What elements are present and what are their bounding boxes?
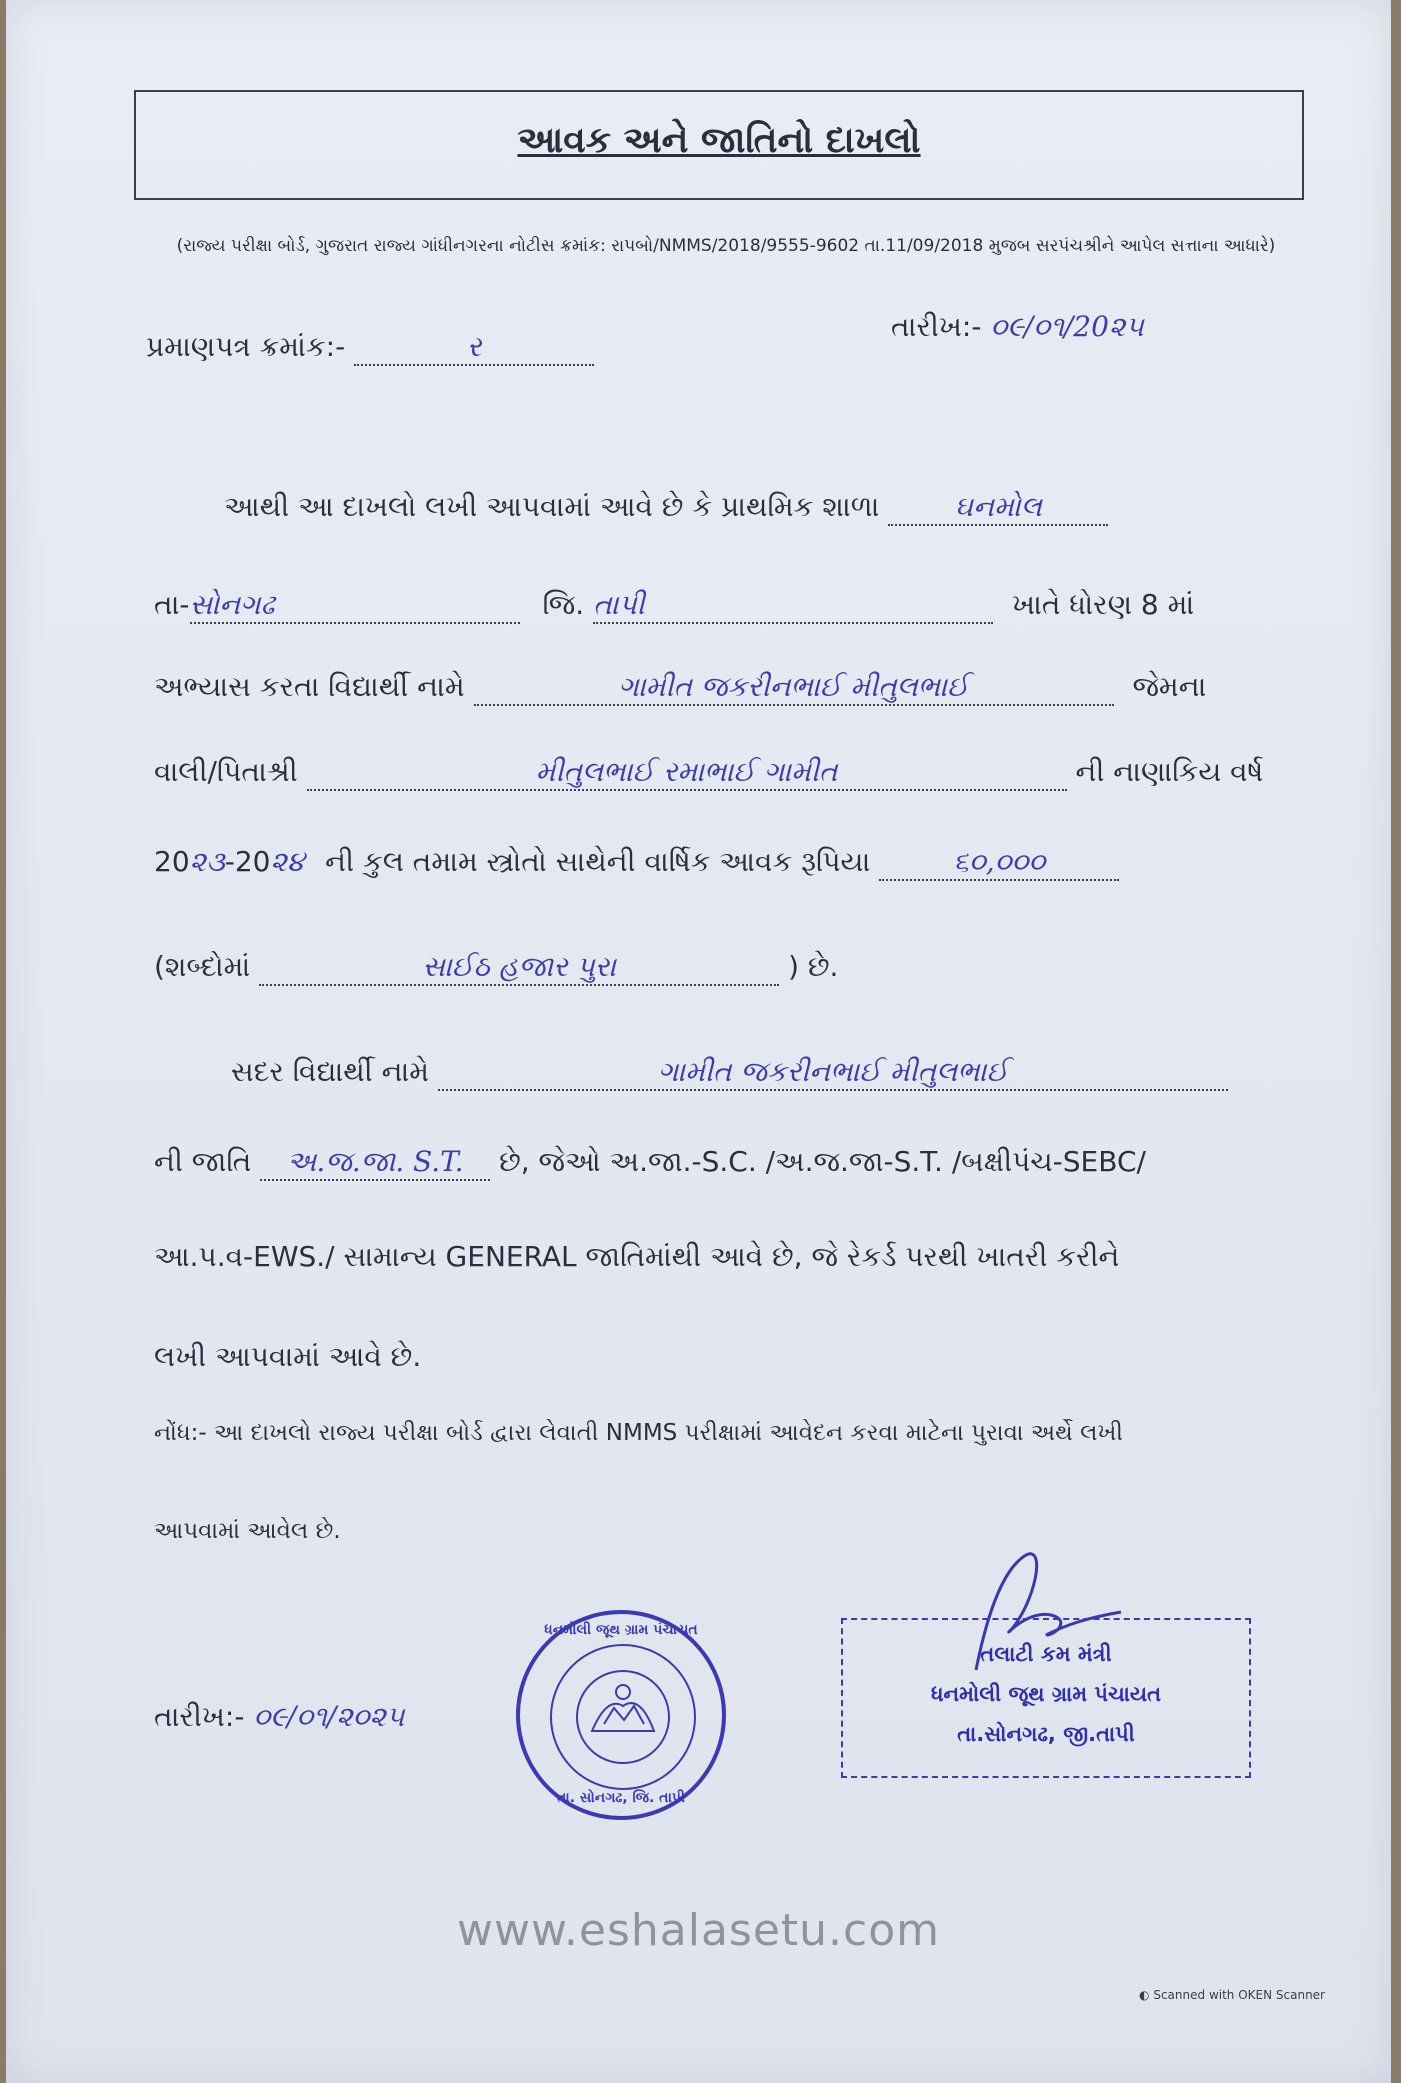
scanner-note-text: Scanned with OKEN Scanner xyxy=(1153,1988,1325,2002)
bottom-date-value: ૦૯/૦૧/૨૦૨૫ xyxy=(253,1700,405,1733)
guardian-row xyxy=(154,755,1263,791)
whose-text: જેમના xyxy=(1132,670,1207,703)
scanner-note xyxy=(1139,1988,1325,2002)
words-label: (શબ્દોમાં xyxy=(154,950,251,983)
student-row-2 xyxy=(231,1055,1228,1091)
taluka-label: તા- xyxy=(154,588,190,621)
panchayat-seal xyxy=(516,1610,726,1820)
student-row xyxy=(154,670,1206,706)
student-name-value-2: ગામીત જકરીનભાઈ મીતુલભાઈ xyxy=(438,1055,1228,1091)
designation-line-3: તા.સોનગઢ, જી.તાપી xyxy=(957,1722,1135,1746)
certificate-number-value: ર xyxy=(354,330,594,366)
year-mid: -20 xyxy=(224,845,271,878)
bottom-date-label: તારીખ:- xyxy=(154,1700,245,1733)
note-line-1: નોંધ:- આ દાખલો રાજ્ય પરીક્ષા બોર્ડ દ્વારા લેવાતી NMMS પરીક્ષામાં આવેદન કરવા માટેના પુરાવા અર્થે લખી xyxy=(154,1420,1123,1446)
title-box xyxy=(134,90,1304,200)
bottom-date-row xyxy=(154,1700,404,1734)
year-from-value: ૨૩ xyxy=(189,845,225,878)
year-to-value: ૨૪ xyxy=(270,845,305,878)
words-suffix: ) છે. xyxy=(788,950,839,983)
caste-value: અ.જ.જા. S.T. xyxy=(260,1145,490,1181)
seal-ring-text: ધનમોલી જૂથ ગ્રામ પંચાયત xyxy=(544,1622,698,1638)
emblem-icon xyxy=(552,1646,694,1788)
closing-row xyxy=(154,1340,421,1374)
financial-year-text: ની નાણાકિય વર્ષ xyxy=(1075,755,1264,788)
authority-note: (રાજ્ય પરીક્ષા બોર્ડ, ગુજરાત રાજ્ય ગાંધીનગરના નોટીસ ક્રમાંક: રાપબો/NMMS/2018/9555-9602 તા.11/09/2018 મુજબ સરપંચશ્રીને આપેલ સત્તાના આધારે) xyxy=(176,236,1276,256)
closing-text: લખી આપવામાં આવે છે. xyxy=(154,1340,422,1373)
designation-stamp xyxy=(841,1618,1251,1778)
income-row xyxy=(154,845,1119,881)
date-value: ૦૯/૦૧/20૨૫ xyxy=(990,310,1144,343)
date-row xyxy=(891,310,1144,344)
seal-emblem xyxy=(550,1644,696,1790)
year-prefix: 20 xyxy=(154,845,190,878)
words-value: સાઈઠ હજાર પુરા xyxy=(259,950,779,986)
caste-label: ની જાતિ xyxy=(154,1145,252,1178)
date-label: તારીખ:- xyxy=(891,310,982,343)
document-title: આવક અને જાતિનો દાખલો xyxy=(517,120,921,161)
designation-line-1: તલાટી કમ મંત્રી xyxy=(980,1642,1112,1666)
school-intro-text: આથી આ દાખલો લખી આપવામાં આવે છે કે પ્રાથમિક શાળા xyxy=(224,490,880,523)
school-row xyxy=(224,490,1108,526)
caste-row xyxy=(154,1145,1146,1181)
scanner-icon: ◐ xyxy=(1139,1988,1150,2002)
district-label: જિ. xyxy=(542,588,585,621)
taluka-row xyxy=(154,588,1194,624)
school-name-value: ઘનમોલ xyxy=(888,490,1108,526)
district-value: તાપી xyxy=(593,588,993,624)
certificate-paper xyxy=(6,0,1391,2083)
income-text: ની કુલ તમામ સ્ત્રોતો સાથેની વાર્ષિક આવક રૂપિયા xyxy=(325,845,871,878)
caste-options-row xyxy=(154,1240,1119,1274)
taluka-value: સોનગઢ xyxy=(190,588,520,624)
words-row xyxy=(154,950,838,986)
note-row-2 xyxy=(154,1518,341,1544)
income-value: ૬૦,૦૦૦ xyxy=(879,845,1119,881)
note-row-1 xyxy=(154,1420,1123,1446)
standard-text: ખાતે ધોરણ 8 માં xyxy=(1011,588,1195,621)
student-label: અભ્યાસ કરતા વિદ્યાર્થી નામે xyxy=(154,670,465,703)
student-label-2: સદર વિદ્યાર્થી નામે xyxy=(231,1055,430,1088)
guardian-name-value: મીતુલભાઈ રમાભાઈ ગામીત xyxy=(307,755,1067,791)
note-line-2: આપવામાં આવેલ છે. xyxy=(154,1518,341,1544)
caste-options-2: આ.પ.વ-EWS./ સામાન્ય GENERAL જાતિમાંથી આવે છે, જે રેકર્ડ પરથી ખાતરી કરીને xyxy=(154,1240,1120,1273)
guardian-label: વાલી/પિતાશ્રી xyxy=(154,755,298,788)
certificate-number-label: પ્રમાણપત્ર ક્રમાંક:- xyxy=(146,330,346,363)
seal-bottom-text: તા. સોનગઢ, જિ. તાપી xyxy=(557,1790,685,1806)
caste-options: છે, જેઓ અ.જા.-S.C. /અ.જ.જા-S.T. /બક્ષીપંચ-SEBC/ xyxy=(499,1145,1146,1178)
website-watermark: www.eshalasetu.com xyxy=(456,1905,941,1956)
certificate-number-row xyxy=(146,330,594,366)
designation-line-2: ધનમોલી જૂથ ગ્રામ પંચાયત xyxy=(930,1682,1162,1706)
student-name-value: ગામીત જકરીનભાઈ મીતુલભાઈ xyxy=(474,670,1114,706)
